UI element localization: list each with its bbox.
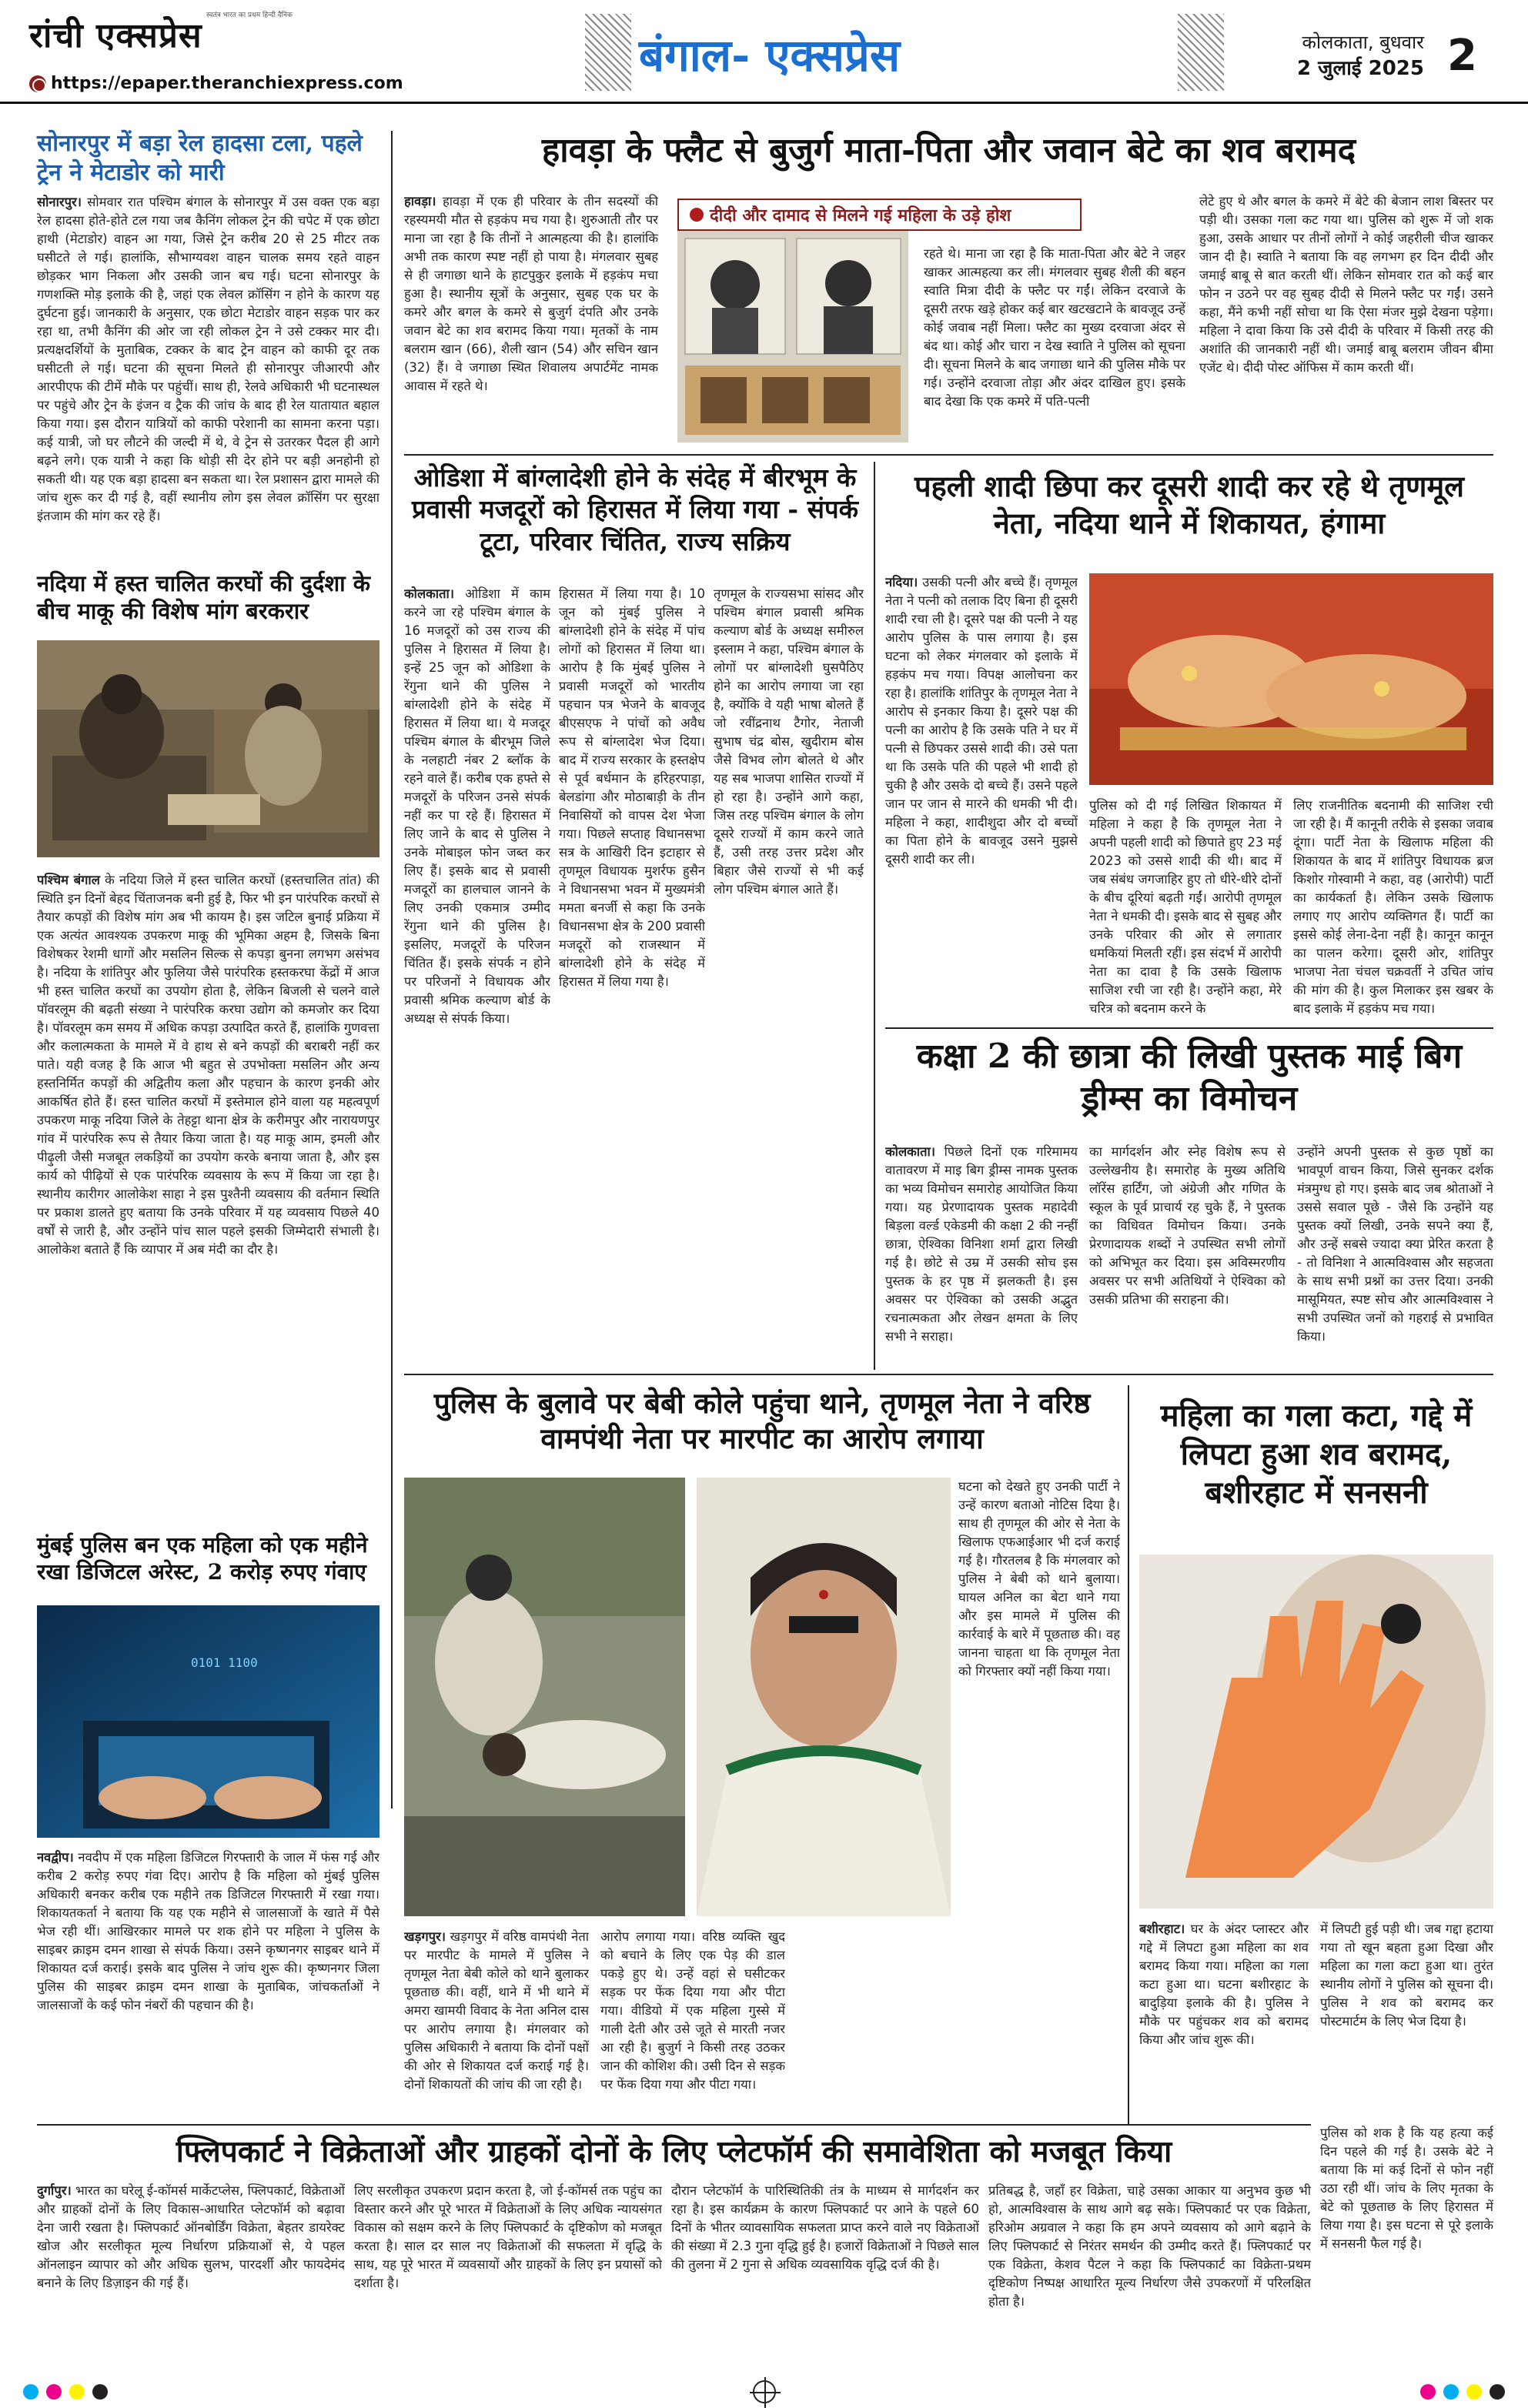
story-headline[interactable]: ओडिशा में बांग्लादेशी होने के संदेह में बीरभूम के प्रवासी मजदूरों को हिरासत में लिया गया - संपर्क टूटा, परिवार चिंतित, राज्य सक्रिय: [411, 463, 859, 556]
story-text: पुलिस को शक है कि यह हत्या कई दिन पहले की गई है। उसके बेटे ने बताया कि मां कई दिनों से फोन नहीं उठा रही थीं। जांच के लिए मृतका के बेटे को पूछताछ के लिए हिरासत में लिया गया है। इस घटना से पूरे इलाके में सनसनी फैल गई है।: [1320, 2126, 1493, 2251]
story-headline[interactable]: फ्लिपकार्ट ने विक्रेताओं और ग्राहकों दोनों के लिए प्लेटफॉर्म की समावेशिता को मजबूत किया: [176, 2134, 1172, 2169]
story-text: हिरासत में लिया गया है। 10 जून को मुंबई पुलिस ने बांग्लादेशी होने के संदेह में पांच लोगों को हिरासत में लिया था। आरोप है कि मुंबई पुलिस ने प्रवासी मजदूरों को भारतीय पहचान पत्र भेजने के बावजूद बीएसएफ ने पांचों को अवैध रूप से बांग्लादेश भेज दिया। बाद में राज्य सरकार के हस्तक्षेप से पूर्व बर्धमान के हरिहरपाड़ा, बेलडांगा और मोठाबाड़ी के तीन निवासियों को वापस देश भेजा गया। पिछले सप्ताह विधानसभा सत्र के आखिरी दिन इटाहार से तृणमूल विधायक मुशर्रफ हुसैन ने विधानसभा भवन में मुख्यमंत्री ममता बनर्जी से कहा कि उनके विधानसभा क्षेत्र के 200 प्रवासी मजदूरों को राजस्थान में बांग्लादेशी होने के संदेह में हिरासत में लिया गया है।: [559, 586, 705, 989]
story-body-col2: [1320, 1920, 1493, 2120]
story-body-col3: [1199, 192, 1493, 446]
story-body: [37, 193, 379, 524]
story-text: तृणमूल के राज्यसभा सांसद और पश्चिम बंगाल प्रवासी श्रमिक कल्याण बोर्ड के अध्यक्ष समीरुल इस्लाम ने कहा, पश्चिम बंगाल के लोगों पर बांग्लादेशी घुसपैठिए होने का आरोप लगाया जा रहा है, क्योंकि वे यही भाषा बोलते हैं जो रवींद्रनाथ टैगोर, नेताजी सुभाष चंद्र बोस, खुदीराम बोस जैसे विभव लोग बोलते थे और यह सब भाजपा शासित राज्यों में हो रहा है। उन्होंने आगे कहा, जिस तरह पश्चिम बंगाल के लोग दूसरे राज्यों में काम करने जाते हैं, उसी तरह उत्तर प्रदेश और बिहार जैसे राज्यों से भी कई लोग पश्चिम बंगाल आते हैं।: [714, 586, 864, 897]
bullet-icon: [690, 208, 704, 222]
story-headline[interactable]: कक्षा 2 की छात्रा की लिखी पुस्तक माई बिग ड्रीम्स का विमोचन: [916, 1037, 1463, 1118]
assault-scene-photo: [404, 1478, 685, 1916]
story-body-col1: [885, 1143, 1078, 1366]
color-dot: [1490, 2384, 1505, 2400]
dateline-city-day: कोलकाता, बुधवार: [1302, 32, 1424, 53]
story-howrah: [404, 129, 1493, 172]
story-text: उसकी पत्नी और बच्चे हैं। तृणमूल नेता ने पत्नी को तलाक दिए बिना ही दूसरी शादी रचा ली है। दूसरे पक्ष की पत्नी ने यह आरोप पुलिस के पास लगाया है। इस घटना को लेकर मंगलवार को इलाके में हड़कंप मच गया। विपक्ष आलोचना कर रहा है। हालांकि शांतिपुर के तृणमूल नेता ने आरोप से इनकार किया है। दूसरे पक्ष की पत्नी का आरोप है कि उसके पति ने घर में पत्नी से छिपकर उससे शादी की। उसे पता था कि उसके पति की पहले भी शादी हो चुकी है और उसके दो बच्चे हैं। उसने पहले जान पर जान से मारने की धमकी भी दी। महिला ने कहा, शादीशुदा और दो बच्चों का पिता होने के बावजूद उसने मुझसे दूसरी शादी कर ली।: [885, 575, 1078, 867]
story-headline[interactable]: हावड़ा के फ्लैट से बुजुर्ग माता-पिता और जवान बेटे का शव बरामद: [541, 131, 1356, 170]
story-handicraft: [37, 569, 379, 1257]
story-text: हावड़ा में एक ही परिवार के तीन सदस्यों की रहस्यमयी मौत से हड़कंप मच गया है। शुरुआती तौर पर माना जा रहा है कि तीनों ने आत्महत्या की है। हालांकि अभी तक कारण स्पष्ट नहीं हो पाया है। मंगलवार सुबह से ही जगाछा थाने के हाटपुकुर इलाके में हड़कंप मचा हुआ है। स्थानीय सूत्रों के अनुसार, सुबह एक घर के कमरे और बगल के कमरे से बुजुर्ग दंपति और उनके जवान बेटे का शव बरामद किया गया। मृतकों के नाम बलराम खान (66), शैली खान (54) और सचिन खान (32) हैं। वे जगाछा स्थित शिवालय अपार्टमेंट नामक आवास में रहते थे।: [404, 194, 658, 393]
story-dateline: दुर्गापुर।: [37, 2183, 72, 2198]
story-body-col1: [1139, 1920, 1309, 2120]
story-text: लेटे हुए थे और बगल के कमरे में बेटे की बेजान लाश बिस्तर पर पड़ी थी। उसका गला कट गया था। पुलिस को शुरू में जो शक हुआ, उसके आधार पर तीनों लोगों ने कोई जहरीली चीज खाकर जान दी है। स्वाति ने बताया कि वह लगभग हर दिन दीदी और जमाई बाबू से बात करती थीं। लेकिन सोमवार रात को कई बार फोन न उठने पर वह सुबह दीदी से मिलने फ्लैट पर गईं। उसने कहा, मैंने कभी नहीं सोचा था कि ऐसा मंजर मुझे देखना पड़ेगा। महिला ने दावा किया कि उसे दीदी के परिवार में किसी तरह की अशांति की जानकारी नहीं थी। जमाई बाबू बलराम जीवन बीमा एजेंट थे। दीदी पोस्ट ऑफिस में काम करती थीं।: [1199, 194, 1493, 375]
story-body-col3: [958, 1478, 1120, 1916]
story-text: के नदिया जिले में हस्त चालित करघों (हस्तचालित तांत) की स्थिति इन दिनों बेहद चिंताजनक बनी हुई है, फिर भी इन पारंपरिक करघों से तैयार कपड़ों की विशेष मांग अब भी कायम है। इस जटिल बुनाई प्रक्रिया में एक अत्यंत आवश्यक उपकरण माकू की भूमिका अहम है, जिसके बिना विशेषकर रेशमी धागों और मसलिन सिल्क से कपड़ा बुनना लगभग असंभव है। नदिया के शांतिपुर और फुलिया जैसे पारंपरिक हस्तकरघा केंद्रों में आज भी हस्त चालित करघों का उपयोग होता है, लेकिन बिजली से चलने वाले पॉवरलूम की बढ़ती संख्या ने पारंपरिक करघा उद्योग को कमजोर कर दिया है। पॉवरलूम कम समय में अधिक कपड़ा उत्पादित करते हैं, हालांकि गुणवत्ता और कलात्मकता के मामले में वे हाथ से बने कपड़ों की बराबरी नहीं कर पाते। यही वजह है कि आज भी बहुत से उपभोक्ता मसलिन और अन्य हस्तनिर्मित कपड़ों की अद्वितीय कला और पहचान के कारण इनकी ओर आकर्षित होते हैं। हस्त चालित करघों में इस्तेमाल होने वाला यह महत्वपूर्ण उपकरण माकू नदिया जिले के तेहट्टा थाना क्षेत्र के करीमपुर और नारायणपुर गांव में पारंपरिक रूप से तैयार किया जाता है। यह माकू आम, इमली और पीढ़ुली जैसी मजबूत लकड़ियों का उपयोग करके बनाया जाता है, और इस कार्य को पीढ़ियों से एक पारंपरिक व्यवसाय के रूप में किया जा रहा है। स्थानीय कारीगर आलोकेश साहा ने इस पुश्तैनी व्यवसाय की वर्तमान स्थिति पर प्रकाश डालते हुए बताया कि उनके परिवार में यह व्यवसाय पिछले 40 वर्षों से जारी है, और उन्होंने पांच साल पहले इसकी जिम्मेदारी संभाली है। आलोकेश बताते हैं कि व्यापार में अब मंदी का दौर है।: [37, 873, 379, 1257]
story-body-col2: [1089, 1143, 1286, 1366]
story-dateline: पश्चिम बंगाल: [37, 873, 100, 887]
story-body-col3: [1320, 2124, 1493, 2370]
story-kicker-text: दीदी और दामाद से मिलने गई महिला के उड़े होश: [710, 206, 1011, 225]
story-dateline: हावड़ा।: [404, 194, 436, 209]
howrah-victims-photo: [677, 231, 908, 443]
color-dot: [1443, 2384, 1459, 2400]
story-text: लिए सरलीकृत उपकरण प्रदान करता है, जो ई-कॉमर्स तक पहुंच का विस्तार करने और पूरे भारत में विक्रेताओं के लिए अधिक न्यायसंगत विकास को सक्षम करने के लिए फ्लिपकार्ट के दृष्टिकोण को मजबूत करता है। साल दर साल नए विक्रेताओं की सफलता में वृद्धि के साथ, यह पूरे भारत में व्यवसायों और ग्राहकों के लिए इन प्रयासों को दर्शाता है।: [354, 2183, 662, 2290]
story-body-col2: [924, 245, 1185, 449]
section-title: बंगाल- एक्सप्रेस: [639, 29, 901, 82]
color-dot: [23, 2384, 38, 2400]
story-text: रहते थे। माना जा रहा है कि माता-पिता और बेटे ने जहर खाकर आत्महत्या कर ली। मंगलवार सुबह शैली की बहन स्वाति मित्रा दीदी के फ्लैट पर गईं। लेकिन दरवाजे के दूसरी तरफ खड़े होकर कई बार खटखटाने के बावजूद उन्हें कोई जवाब नहीं मिला। फ्लैट का मुख्य दरवाजा अंदर से बंद था। कोई और चारा न देख स्वाति ने पुलिस को सूचना दी। सूचना मिलने के बाद जगाछा थाने की पुलिस मौके पर गई। उन्होंने दरवाजा तोड़ा और अंदर दाखिल हुए। इसके बाद देखा कि एक कमरे में पति-पत्नी: [924, 246, 1185, 409]
story-text: घर के अंदर प्लास्टर और गद्दे में लिपटा हुआ महिला का शव बरामद किया गया। महिला का गला कटा हुआ था। घटना बशीरहाट के बादुड़िया इलाके की है। पुलिस ने मौके पर पहुंचकर शव को बरामद किया और जांच शुरू की।: [1139, 1922, 1309, 2047]
story-tmc-marriage: [885, 468, 1493, 541]
section-rule: [404, 454, 1493, 456]
story-text: दौरान प्लेटफॉर्म के पारिस्थितिकी तंत्र के माध्यम से मार्गदर्शन कर रहा है। इस कार्यक्रम के कारण फ्लिपकार्ट पर आने के पहले 60 दिनों के भीतर व्यावसायिक सफलता प्राप्त करने वाले नए विक्रेताओं की संख्या में 2.3 गुना वृद्धि हुई है। हजारों विक्रेताओं ने पिछले साल की तुलना में 2 गुना से अधिक व्यवसायिक वृद्धि दर्ज की है।: [671, 2183, 979, 2272]
color-dot: [1420, 2384, 1436, 2400]
column-rule: [874, 462, 875, 1370]
color-dot: [1466, 2384, 1482, 2400]
decorative-hatch-right: [1178, 14, 1224, 91]
dateline: [1262, 29, 1424, 82]
story-headline[interactable]: पहली शादी छिपा कर दूसरी शादी कर रहे थे तृणमूल नेता, नदिया थाने में शिकायत, हंगामा: [914, 469, 1465, 540]
story-body-col2: [354, 2182, 662, 2370]
story-flipkart: [37, 2133, 1311, 2171]
story-text: पुलिस को दी गई लिखित शिकायत में महिला ने कहा है कि तृणमूल नेता ने अपनी पहली शादी को छिपाते हुए 23 मई 2023 को उससे शादी की थी। बाद में जब संबंध जगजाहिर हुए तो धीरे-धीरे दोनों के बीच दूरियां बढ़ती गईं। आरोपी तृणमूल नेता ने धमकी दी। इसके बाद से सुबह और उनके परिवार की ओर से लगातार धमकियां मिलती रहीं। इस संदर्भ में आरोपी नेता का दावा है कि उसके खिलाफ साजिश रची जा रही है। उन्होंने कहा, मेरे चरित्र को बदनाम करने के: [1089, 798, 1282, 1016]
dateline-date: 2 जुलाई 2025: [1297, 57, 1424, 80]
story-book: [885, 1035, 1493, 1120]
color-dots-left: [23, 2384, 108, 2400]
story-dateline: कोलकाता।: [404, 586, 455, 601]
globe-icon: [29, 75, 46, 92]
color-dots-right: [1420, 2384, 1505, 2400]
story-body-col1: [404, 1928, 589, 2120]
print-registration-marks: [0, 2378, 1528, 2406]
story-body: [37, 871, 379, 1518]
story-dateline: कोलकाता।: [885, 1144, 936, 1159]
story-kicker: [677, 199, 1082, 231]
story-body-col1: [37, 2182, 345, 2370]
color-dot: [92, 2384, 108, 2400]
column-rule: [1128, 1385, 1129, 2124]
story-body-col3: [714, 585, 864, 1393]
story-body-col3: [1293, 797, 1493, 1020]
story-text: भारत का घरेलू ई-कॉमर्स मार्केटप्लेस, फ्लिपकार्ट, विक्रेताओं और ग्राहकों दोनों के लिए विकास-आधारित प्लेटफॉर्म को बढ़ावा देना जारी रखता है। फ्लिपकार्ट ऑनबोर्डिंग विक्रेता, बेहतर डायरेक्ट खोज और सरलीकृत मूल्य निर्धारण प्रक्रियाओं से, ये पहल ऑनलाइन व्यापार को और अधिक सुलभ, पारदर्शी और फायदेमंद बनाने के लिए डिज़ाइन की गई हैं।: [37, 2183, 345, 2290]
section-rule: [404, 1374, 1493, 1375]
section-rule: [885, 1027, 1493, 1029]
crime-illustration-photo: [1139, 1555, 1493, 1909]
story-text: ओडिशा में काम करने जा रहे पश्चिम बंगाल के 16 मजदूरों को उस राज्य की पुलिस ने हिरासत में लिया है। इन्हें 25 जून को ओडिशा के रेंगुना थाने की पुलिस ने बांग्लादेशी होने के संदेह में हिरासत में लिया था। ये मजदूर पश्चिम बंगाल के बीरभूम जिले के नलहाटी नंबर 2 ब्लॉक के रहने वाले हैं। करीब एक हफ्ते से मजदूरों के परिजन उनसे संपर्क नहीं कर पा रहे हैं। हिरासत में लिए जाने के बाद से पुलिस ने उनके मोबाइल फोन जब्त कर लिए हैं। इसके बाद से प्रवासी मजदूरों का हालचाल जानने के लिए उनकी एकमात्र उम्मीद रेंगुना थाने की पुलिस है। इसलिए, मजदूरों के परिजन चिंतित हैं। इसके संपर्क न होने पर परिजनों ने विधायक और प्रवासी श्रमिक कल्याण बोर्ड के अध्यक्ष से संपर्क किया।: [404, 586, 550, 1026]
story-dateline: नदिया।: [885, 575, 918, 589]
color-dot: [69, 2384, 85, 2400]
story-headline[interactable]: मुंबई पुलिस बन एक महिला को एक महीने रखा डिजिटल अरेस्ट, 2 करोड़ रुपए गंवाए: [37, 1532, 368, 1585]
story-headline[interactable]: पुलिस के बुलावे पर बेबी कोले पहुंचा थाने, तृणमूल नेता ने वरिष्ठ वामपंथी नेता पर मारपीट का आरोप लगाया: [433, 1386, 1091, 1456]
wedding-photo: [1089, 573, 1493, 785]
color-dot: [46, 2384, 62, 2400]
story-body-col4: [988, 2182, 1311, 2370]
story-headline[interactable]: महिला का गला कटा, गद्दे में लिपटा हुआ शव बरामद, बशीरहाट में सनसनी: [1160, 1398, 1473, 1511]
story-dateline: खड़गपुर।: [404, 1929, 446, 1944]
svg-text:0101 1100: 0101 1100: [191, 1655, 258, 1670]
story-text: प्रतिबद्ध है, जहाँ हर विक्रेता, चाहे उसका आकार या अनुभव कुछ भी हो, आत्मविश्वास के साथ आगे बढ़ सके। फ्लिपकार्ट पर एक विक्रेता, हरिओम अग्रवाल ने कहा कि हम अपने व्यवसाय को आगे बढ़ाने के लिए फ्लिपकार्ट से निरंतर समर्थन की उम्मीद करते हैं। फ्लिपकार्ट पर एक विक्रेता, केशव पैटल ने कहा कि फ्लिपकार्ट का विक्रेता-प्रथम दृष्टिकोण निष्पक्ष आधारित मूल्य निर्धारण जैसे उपकरणों में परिलक्षित होता है।: [988, 2183, 1311, 2309]
page-number: 2: [1447, 31, 1477, 81]
section-rule: [37, 2124, 1311, 2126]
story-text: खड़गपुर में वरिष्ठ वामपंथी नेता पर मारपीट के मामले में पुलिस ने तृणमूल नेता बेबी कोले को थाने बुलाकर पूछताछ की। वहीं, थाने में भी थाने में अमरा खामयी विवाद के नेता अनिल दास पर आरोप लगाया है। मंगलवार को पुलिस अधिकारी ने बताया कि दोनों पक्षों की ओर से शिकायत दर्ज कराई गई है। दोनों शिकायतों की जांच की जा रही है।: [404, 1929, 589, 2092]
story-body-col3: [1297, 1143, 1493, 1366]
story-body: [37, 1849, 379, 2126]
story-dateline: नवद्वीप।: [37, 1850, 74, 1865]
weaver-photo: [37, 640, 379, 857]
story-murder: [1139, 1397, 1493, 1512]
story-text: में लिपटी हुई पड़ी थी। जब गद्दा हटाया गया तो खून बहता हुआ दिखा और महिला का गला कटा हुआ था। तुरंत स्थानीय लोगों ने पुलिस को सूचना दी। पुलिस ने शव को बरामद कर पोस्टमार्टम के लिए भेज दिया है।: [1320, 1922, 1493, 2029]
story-body-col3: [671, 2182, 979, 2370]
masthead: [0, 0, 1528, 104]
story-dateline: बशीरहाट।: [1139, 1922, 1185, 1936]
story-body-col1: [404, 585, 550, 1393]
story-body-col1: [885, 573, 1078, 1020]
story-body-col2: [600, 1928, 785, 2120]
cyber-fraud-photo: [37, 1605, 379, 1838]
story-text: उन्होंने अपनी पुस्तक से कुछ पृष्ठों का भावपूर्ण वाचन किया, जिसे सुनकर दर्शक मंत्रमुग्ध हो गए। इसके बाद जब श्रोताओं ने उससे सवाल पूछे - जैसे कि उन्होंने यह पुस्तक क्यों लिखी, उनके सपने क्या हैं, और उन्हें सबसे ज्यादा क्या प्रेरित करता है - तो विनिशा ने आत्मविश्वास और सहजता के साथ सभी प्रश्नों का उत्तर दिया। उनकी मासूमियत, स्पष्ट सोच और आत्मविश्वास ने सभी उपस्थित जनों को गहराई से प्रभावित किया।: [1297, 1144, 1493, 1344]
story-text: सोमवार रात पश्चिम बंगाल के सोनारपुर में उस वक्त एक बड़ा रेल हादसा होते-होते टल गया जब कैनिंग लोकल ट्रेन की चपेट में एक छोटा हाथी (मेटाडोर) वाहन आ गया, जिसे ट्रेन करीब 20 से 25 मीटर तक घसीटते ले गई। हालांकि, सौभाग्यवश वाहन चालक समय रहते वाहन छोड़कर भाग निकला और उसकी जान बच गई। घटना सोनारपुर के गणशक्ति मोड़ इलाके की है, जहां एक लेवल क्रॉसिंग न होने के कारण यह दुर्घटना हुई। जानकारी के अनुसार, एक छोटा मेटाडोर वाहन सड़क पार कर रहा था, तभी कैनिंग की ओर जा रही लोकल ट्रेन ने उसे टक्कर मार दी। प्रत्यक्षदर्शियों के मुताबिक, टक्कर के बाद ट्रेन वाहन को काफी दूर तक घसीटती ले गई। घटना की सूचना मिलते ही सोनारपुर जीआरपी और आरपीएफ की टीमें मौके पर पहुंचीं। साथ ही, रेलवे अधिकारी भी घटनास्थल पर पहुंचे और ट्रेन के इंजन व ट्रैक की जांच के बाद ही रेल यातायात बहाल किया गया। इस दौरान यात्रियों को काफी परेशानी का सामना करना पड़ा। कई यात्री, जो घर लौटने की जल्दी में थे, वे ट्रेन से उतरकर पैदल ही आगे बढ़ने लगे। एक यात्री ने कहा कि थोड़ी सी देर होने पर बड़ी अनहोनी हो सकती थी। यह एक बड़ा हादसा बन सकता था। रेल प्रशासन द्वारा मामले की जांच शुरू कर दी गई है, वहीं स्थानीय लोग इस लेवल क्रॉसिंग पर सुरक्षा इंतजाम की मांग कर रहे हैं।: [37, 195, 379, 523]
story-text: लिए राजनीतिक बदनामी की साजिश रची जा रही है। मैं कानूनी तरीके से इसका जवाब दूंगा। पार्टी नेता के खिलाफ महिला की शिकायत के बाद में शांतिपुर विधायक ब्रज किशोर गोस्वामी ने कहा, वह (आरोपी) पार्टी का कार्यकर्ता है। लेकिन उसके खिलाफ लगाए गए आरोप व्यक्तिगत हैं। पार्टी का इससे कोई लेना-देना नहीं है। कानून कानून का पालन करेगा। दूसरी ओर, शांतिपुर भाजपा नेता चंचल चक्रवर्ती ने उचित जांच की मांग की है। कुल मिलाकर इस खबर के बाद इलाके में हड़कंप मच गया।: [1293, 798, 1493, 1016]
story-dateline: सोनारपुर।: [37, 195, 82, 209]
story-odisha: [404, 462, 866, 557]
logo-tagline: स्वतंत्र भारत का प्रथम हिन्दी दैनिक: [206, 12, 293, 19]
story-body-col1: [404, 192, 658, 446]
newspaper-logo[interactable]: रांची एक्सप्रेस: [29, 16, 202, 55]
epaper-url[interactable]: [29, 74, 403, 93]
story-body-col2: [1089, 797, 1282, 1020]
story-text: का मार्गदर्शन और स्नेह विशेष रूप से उल्लेखनीय है। समारोह के मुख्य अतिथि लॉरेंस हार्टिंग, जो अंग्रेजी और गणित के स्कूल के पूर्व प्राचार्य रह चुके हैं, ने पुस्तक का विधिवत विमोचन किया। उनके प्रेरणादायक शब्दों ने उपस्थित सभी लोगों को अभिभूत कर दिया। इस अविस्मरणीय अवसर पर सभी अतिथियों ने ऐश्विका को उसकी प्रतिभा की सराहना की।: [1089, 1144, 1286, 1307]
story-body-col2: [559, 585, 705, 1393]
crosshair-icon: [753, 2380, 776, 2403]
decorative-hatch-left: [585, 14, 631, 91]
story-fraud: [37, 1531, 379, 2012]
column-rule: [391, 131, 393, 1809]
story-text: नवदीप में एक महिला डिजिटल गिरफ्तारी के जाल में फंस गई और करीब 2 करोड़ रुपए गंवा दिए। आरोप है कि महिला को मुंबई पुलिस अधिकारी बनकर करीब एक महीने तक डिजिटल गिरफ्तारी में रखा गया। शिकायतकर्ता ने बताया कि यह एक महीने से जालसाजों के खाते में पैसे भेज रही थीं। आखिरकार मामले पर शक होने पर महिला ने पुलिस के साइबर क्राइम दमन शाखा से संपर्क किया। उसने कृष्णनगर साइबर थाने में शिकायत दर्ज कराई। इसके बाद पुलिस ने जांच शुरू की। कृष्णनगर जिला पुलिस की साइबर क्राइम दमन शाखा के मुताबिक, जांचकर्ताओं ने जालसाजों के कई फोन नंबरों की पहचान की है।: [37, 1850, 379, 2012]
story-text: पिछले दिनों एक गरिमामय वातावरण में माइ बिग ड्रीम्स नामक पुस्तक का भव्य विमोचन समारोह आयोजित किया गया। यह प्रेरणादायक पुस्तक महादेवी बिड़ला वर्ल्ड एकेडमी की कक्षा 2 की नन्हीं छात्रा, ऐश्विका विनिशा शर्मा द्वारा लिखी गई है। छोटे से उम्र में उसकी सोच इस पुस्तक के हर पृष्ठ में झलकती है। इस अवसर पर ऐश्विका को उसकी अद्भुत रचनात्मकता और लेखन क्षमता के लिए सभी ने सराहा।: [885, 1144, 1078, 1344]
epaper-url-text[interactable]: https://epaper.theranchiexpress.com: [51, 74, 403, 93]
story-text: घटना को देखते हुए उनकी पार्टी ने उन्हें कारण बताओ नोटिस दिया है। साथ ही तृणमूल की ओर से नेता के खिलाफ एफआईआर भी दर्ज कराई गई है। गौरतलब है कि मंगलवार को पुलिस ने बेबी को थाने बुलाया। घायल अनिल का बेटा थाने गया और इस मामले में पुलिस की कार्रवाई के बारे में पूछताछ की। वह जानना चाहता था कि तृणमूल नेता को गिरफ्तार क्यों नहीं किया गया।: [958, 1479, 1120, 1678]
story-police: [404, 1385, 1120, 1457]
story-train: [37, 129, 379, 524]
story-text: आरोप लगाया गया। वरिष्ठ व्यक्ति खुद को बचाने के लिए एक पेड़ की डाल पकड़े हुए थे। उन्हें वहां से घसीटकर सड़क पर फेंक दिया गया और पीटा गया। वीडियो में एक महिला गुस्से में गाली देती और उसे जूते से मारती नजर आ रही है। बुजुर्ग ने किसी तरह उठकर जान की कोशिश की। उसी दिन से सड़क पर फेंक दिया गया और पीटा गया।: [600, 1929, 785, 2092]
story-headline[interactable]: नदिया में हस्त चालित करघों की दुर्दशा के बीच माकू की विशेष मांग बरकरार: [37, 570, 371, 625]
story-headline[interactable]: सोनारपुर में बड़ा रेल हादसा टला, पहले ट्रेन ने मेटाडोर को मारी: [37, 130, 363, 186]
tmc-leader-photo: [697, 1478, 951, 1916]
